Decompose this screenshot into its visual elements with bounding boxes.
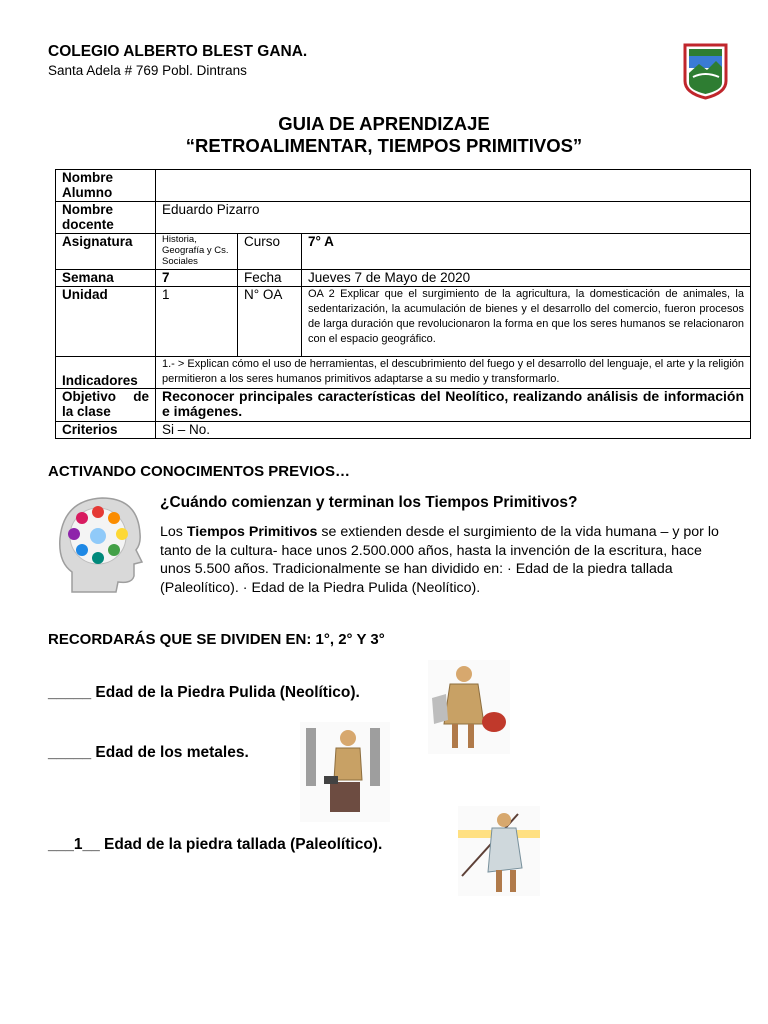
school-crest-icon — [683, 43, 728, 100]
objective-label: Objetivo de la clase — [56, 389, 156, 422]
info-table — [55, 169, 751, 439]
criteria-label: Criterios — [56, 422, 156, 439]
indicators-value: 1.- > Explican cómo el uso de herramientas, el descubrimiento del fuego y el desarrollo del lenguaje, el arte y la religión permitieron a los seres humanos primitivos adaptarse a su medio y transformarlo. — [156, 357, 751, 389]
order-label: Edad de la piedra tallada (Paleolítico). — [99, 836, 383, 853]
metal-age-figure-illustration-icon — [300, 722, 390, 822]
order-blank[interactable]: ___1__ — [48, 836, 100, 853]
paragraph-body: se extienden desde el surgimiento de la vida humana – y por lo tanto de la cultura- hace unos 2.500.000 años, hasta la invención de la escritura, hace unos 5.500 años. Tradicionalmente se han dividido en: · Edad de la piedra tallada (Paleolítico). · Edad de la Piedra Pulida (Neolítico). — [160, 524, 719, 596]
paleolithic-figure-illustration-icon — [458, 806, 540, 896]
section-heading-order: RECORDARÁS QUE SE DIVIDEN EN: 1°, 2° Y 3° — [48, 631, 385, 648]
guide-title: GUIA DE APRENDIZAJE — [278, 113, 490, 134]
intro-paragraph — [160, 523, 720, 597]
oa-label: N° OA — [238, 287, 302, 357]
school-name: COLEGIO ALBERTO BLEST GANA. — [48, 43, 308, 60]
criteria-value: Si – No. — [156, 422, 751, 439]
course-value: 7° A — [302, 234, 751, 270]
question-heading: ¿Cuándo comienzan y terminan los Tiempos Primitivos? — [160, 494, 578, 511]
paragraph-prefix: Los — [160, 524, 187, 540]
date-value: Jueves 7 de Mayo de 2020 — [302, 270, 751, 287]
objective-value: Reconocer principales características del Neolítico, realizando análisis de información e imágenes. — [156, 389, 751, 422]
student-label: Nombre Alumno — [56, 170, 156, 202]
order-item-neolithic — [48, 684, 360, 702]
student-name-field[interactable] — [156, 170, 751, 202]
paragraph-bold-term: Tiempos Primitivos — [186, 524, 318, 540]
teacher-label: Nombre docente — [56, 202, 156, 234]
oa-value: OA 2 Explicar que el surgimiento de la agricultura, la domesticación de animales, la sedentarización, la acumulación de bienes y el desarrollo del comercio, fueron procesos de larga duración que revolucionaron la forma en que los seres humanos se relacionaron con el espacio geográfico. — [302, 287, 751, 357]
order-item-paleolithic — [48, 836, 382, 854]
unit-value: 1 — [156, 287, 238, 357]
order-blank[interactable]: _____ — [48, 744, 92, 761]
order-label: Edad de la Piedra Pulida (Neolítico). — [91, 684, 360, 701]
order-label: Edad de los metales. — [91, 744, 249, 761]
week-label: Semana — [56, 270, 156, 287]
brain-head-illustration-icon — [52, 492, 147, 597]
date-label: Fecha — [238, 270, 302, 287]
week-value: 7 — [156, 270, 238, 287]
order-blank[interactable]: _____ — [48, 684, 92, 701]
subject-value: Historia, Geografía y Cs. Sociales — [156, 234, 238, 270]
school-address: Santa Adela # 769 Pobl. Dintrans — [48, 63, 247, 78]
indicators-label: Indicadores — [56, 357, 156, 389]
unit-label: Unidad — [56, 287, 156, 357]
course-label: Curso — [238, 234, 302, 270]
neolithic-figure-illustration-icon — [428, 660, 510, 754]
order-item-metals — [48, 744, 249, 762]
teacher-name: Eduardo Pizarro — [156, 202, 751, 234]
guide-subtitle: “RETROALIMENTAR, TIEMPOS PRIMITIVOS” — [185, 135, 583, 156]
subject-label: Asignatura — [56, 234, 156, 270]
section-heading-activating: ACTIVANDO CONOCIMENTOS PREVIOS… — [48, 463, 350, 480]
